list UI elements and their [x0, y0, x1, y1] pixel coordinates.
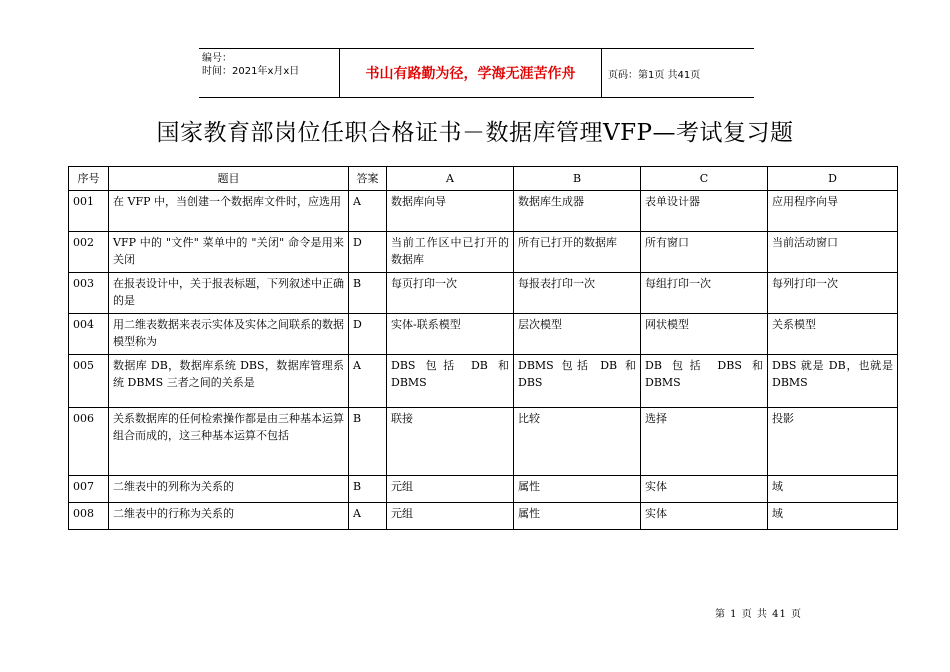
cell-option-d: 域 — [768, 503, 898, 530]
cell-answer: A — [349, 355, 387, 408]
cell-option-c: 实体 — [641, 476, 768, 503]
cell-option-b: 层次模型 — [514, 314, 641, 355]
column-header-answer: 答案 — [349, 167, 387, 191]
cell-option-d: 关系模型 — [768, 314, 898, 355]
cell-option-b: 所有已打开的数据库 — [514, 232, 641, 273]
cell-no: 007 — [69, 476, 109, 503]
cell-question: 用二维表数据来表示实体及实体之间联系的数据模型称为 — [109, 314, 349, 355]
table-row — [69, 232, 898, 273]
cell-option-a: 元组 — [387, 476, 514, 503]
cell-answer: A — [349, 191, 387, 232]
page-footer: 第 1 页 共 41 页 — [715, 609, 802, 620]
cell-answer: A — [349, 503, 387, 530]
cell-option-c: 网状模型 — [641, 314, 768, 355]
cell-answer: B — [349, 476, 387, 503]
cell-option-b: 属性 — [514, 476, 641, 503]
table-row — [69, 408, 898, 476]
cell-no: 004 — [69, 314, 109, 355]
cell-no: 005 — [69, 355, 109, 408]
cell-no: 002 — [69, 232, 109, 273]
column-header-d: D — [768, 167, 898, 191]
cell-answer: B — [349, 273, 387, 314]
cell-option-a: 当前工作区中已打开的数据库 — [387, 232, 514, 273]
cell-option-a: 数据库向导 — [387, 191, 514, 232]
cell-option-d: 每列打印一次 — [768, 273, 898, 314]
cell-option-c: 每组打印一次 — [641, 273, 768, 314]
cell-option-c: 表单设计器 — [641, 191, 768, 232]
cell-option-a: DBS 包括 DB 和 DBMS — [387, 355, 514, 408]
table-header-row — [69, 167, 898, 191]
table-row — [69, 503, 898, 530]
cell-option-b: 属性 — [514, 503, 641, 530]
column-header-question: 题目 — [109, 167, 349, 191]
column-header-b: B — [514, 167, 641, 191]
cell-option-d: 域 — [768, 476, 898, 503]
document-header — [199, 48, 754, 98]
cell-option-a: 每页打印一次 — [387, 273, 514, 314]
cell-option-d: 投影 — [768, 408, 898, 476]
cell-question: 数据库 DB，数据库系统 DBS，数据库管理系统 DBMS 三者之间的关系是 — [109, 355, 349, 408]
cell-question: 二维表中的列称为关系的 — [109, 476, 349, 503]
table-row — [69, 191, 898, 232]
column-header-c: C — [641, 167, 768, 191]
cell-option-b: DBMS 包括 DB 和 DBS — [514, 355, 641, 408]
cell-option-a: 联接 — [387, 408, 514, 476]
cell-option-c: 所有窗口 — [641, 232, 768, 273]
cell-question: 关系数据库的任何检索操作都是由三种基本运算组合而成的，这三种基本运算不包括 — [109, 408, 349, 476]
table-row — [69, 355, 898, 408]
cell-option-a: 元组 — [387, 503, 514, 530]
cell-option-d: DBS 就是 DB，也就是 DBMS — [768, 355, 898, 408]
cell-option-d: 当前活动窗口 — [768, 232, 898, 273]
cell-no: 001 — [69, 191, 109, 232]
column-header-a: A — [387, 167, 514, 191]
cell-question: 二维表中的行称为关系的 — [109, 503, 349, 530]
cell-option-c: DB 包括 DBS 和 DBMS — [641, 355, 768, 408]
table-row — [69, 314, 898, 355]
cell-no: 006 — [69, 408, 109, 476]
header-page-code: 页码：第1页 共41页 — [608, 69, 701, 81]
cell-option-b: 每报表打印一次 — [514, 273, 641, 314]
cell-option-c: 选择 — [641, 408, 768, 476]
cell-option-a: 实体-联系模型 — [387, 314, 514, 355]
header-number-label: 编号： — [202, 53, 232, 64]
table-row — [69, 476, 898, 503]
cell-question: 在报表设计中，关于报表标题，下列叙述中正确的是 — [109, 273, 349, 314]
cell-answer: D — [349, 314, 387, 355]
cell-no: 008 — [69, 503, 109, 530]
cell-option-b: 数据库生成器 — [514, 191, 641, 232]
cell-question: VFP 中的 "文件" 菜单中的 "关闭" 命令是用来关闭 — [109, 232, 349, 273]
cell-option-d: 应用程序向导 — [768, 191, 898, 232]
header-meta — [199, 49, 339, 97]
cell-no: 003 — [69, 273, 109, 314]
header-motto: 书山有路勤为径，学海无涯苦作舟 — [339, 49, 602, 97]
cell-option-b: 比较 — [514, 408, 641, 476]
question-table — [68, 166, 898, 530]
cell-answer: D — [349, 232, 387, 273]
cell-option-c: 实体 — [641, 503, 768, 530]
cell-answer: B — [349, 408, 387, 476]
header-time-label: 时间：2021年x月x日 — [202, 66, 300, 77]
page-title: 国家教育部岗位任职合格证书－数据库管理VFP—考试复习题 — [156, 120, 794, 146]
column-header-no: 序号 — [69, 167, 109, 191]
table-row — [69, 273, 898, 314]
cell-question: 在 VFP 中，当创建一个数据库文件时，应选用 — [109, 191, 349, 232]
